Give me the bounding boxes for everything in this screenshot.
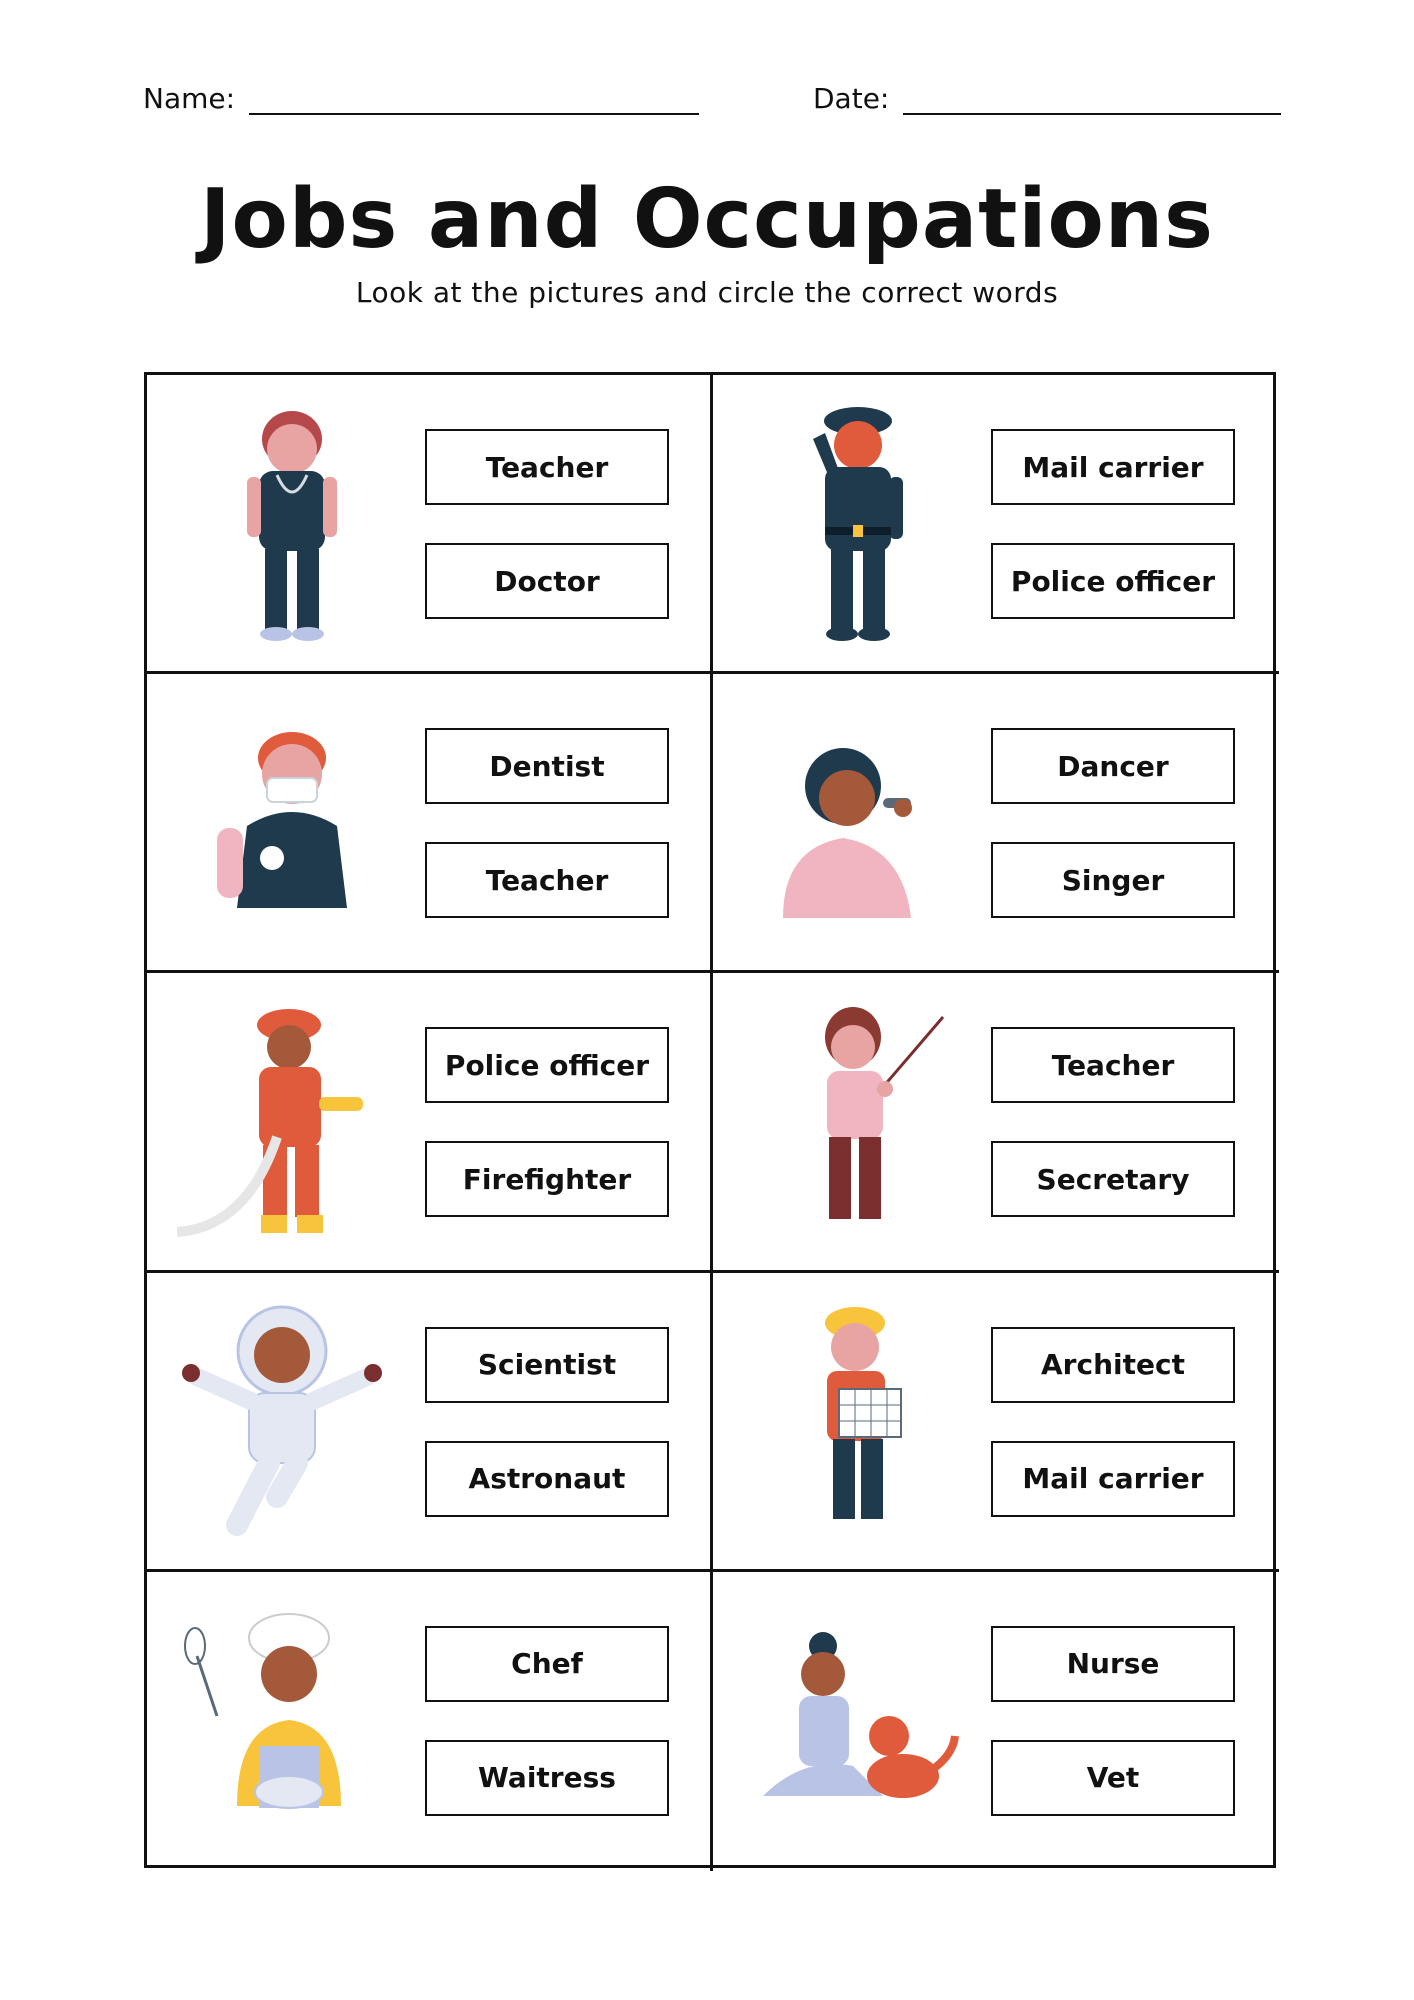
option-button[interactable]: Astronaut: [425, 1441, 669, 1517]
date-label: Date:: [813, 82, 890, 115]
teacher-figure: [743, 997, 973, 1247]
option-button[interactable]: Architect: [991, 1327, 1235, 1403]
question-cell: [147, 1572, 713, 1871]
singer-figure: [743, 698, 973, 948]
option-button[interactable]: Chef: [425, 1626, 669, 1702]
question-cell: [713, 973, 1279, 1272]
option-button[interactable]: Scientist: [425, 1327, 669, 1403]
question-cell: [713, 1273, 1279, 1572]
name-label: Name:: [143, 82, 236, 115]
option-button[interactable]: Vet: [991, 1740, 1235, 1816]
date-field[interactable]: [813, 82, 1281, 115]
chef-figure: [177, 1596, 407, 1846]
architect-figure: [743, 1297, 973, 1547]
option-button[interactable]: Secretary: [991, 1141, 1235, 1217]
option-button[interactable]: Mail carrier: [991, 429, 1235, 505]
dentist-figure: [177, 698, 407, 948]
option-button[interactable]: Dentist: [425, 728, 669, 804]
question-cell: [147, 973, 713, 1272]
question-cell: [713, 375, 1279, 674]
worksheet-subtitle: Look at the pictures and circle the correct words: [355, 276, 1059, 309]
option-button[interactable]: Teacher: [425, 842, 669, 918]
doctor-figure: [177, 399, 407, 649]
vet-figure: [743, 1596, 973, 1846]
question-cell: [713, 1572, 1279, 1871]
option-button[interactable]: Waitress: [425, 1740, 669, 1816]
option-button[interactable]: Police officer: [425, 1027, 669, 1103]
option-button[interactable]: Mail carrier: [991, 1441, 1235, 1517]
name-line[interactable]: [249, 83, 699, 115]
astronaut-figure: [177, 1297, 407, 1547]
option-button[interactable]: Nurse: [991, 1626, 1235, 1702]
worksheet-title: Jobs and Occupations: [199, 172, 1214, 267]
option-button[interactable]: Singer: [991, 842, 1235, 918]
firefighter-figure: [177, 997, 407, 1247]
police-officer-figure: [743, 399, 973, 649]
date-line[interactable]: [903, 83, 1281, 115]
option-button[interactable]: Firefighter: [425, 1141, 669, 1217]
name-field[interactable]: [143, 82, 699, 115]
option-button[interactable]: Dancer: [991, 728, 1235, 804]
option-button[interactable]: Police officer: [991, 543, 1235, 619]
option-button[interactable]: Doctor: [425, 543, 669, 619]
answer-grid: [144, 372, 1276, 1868]
question-cell: [713, 674, 1279, 973]
question-cell: [147, 674, 713, 973]
option-button[interactable]: Teacher: [991, 1027, 1235, 1103]
question-cell: [147, 375, 713, 674]
question-cell: [147, 1273, 713, 1572]
option-button[interactable]: Teacher: [425, 429, 669, 505]
